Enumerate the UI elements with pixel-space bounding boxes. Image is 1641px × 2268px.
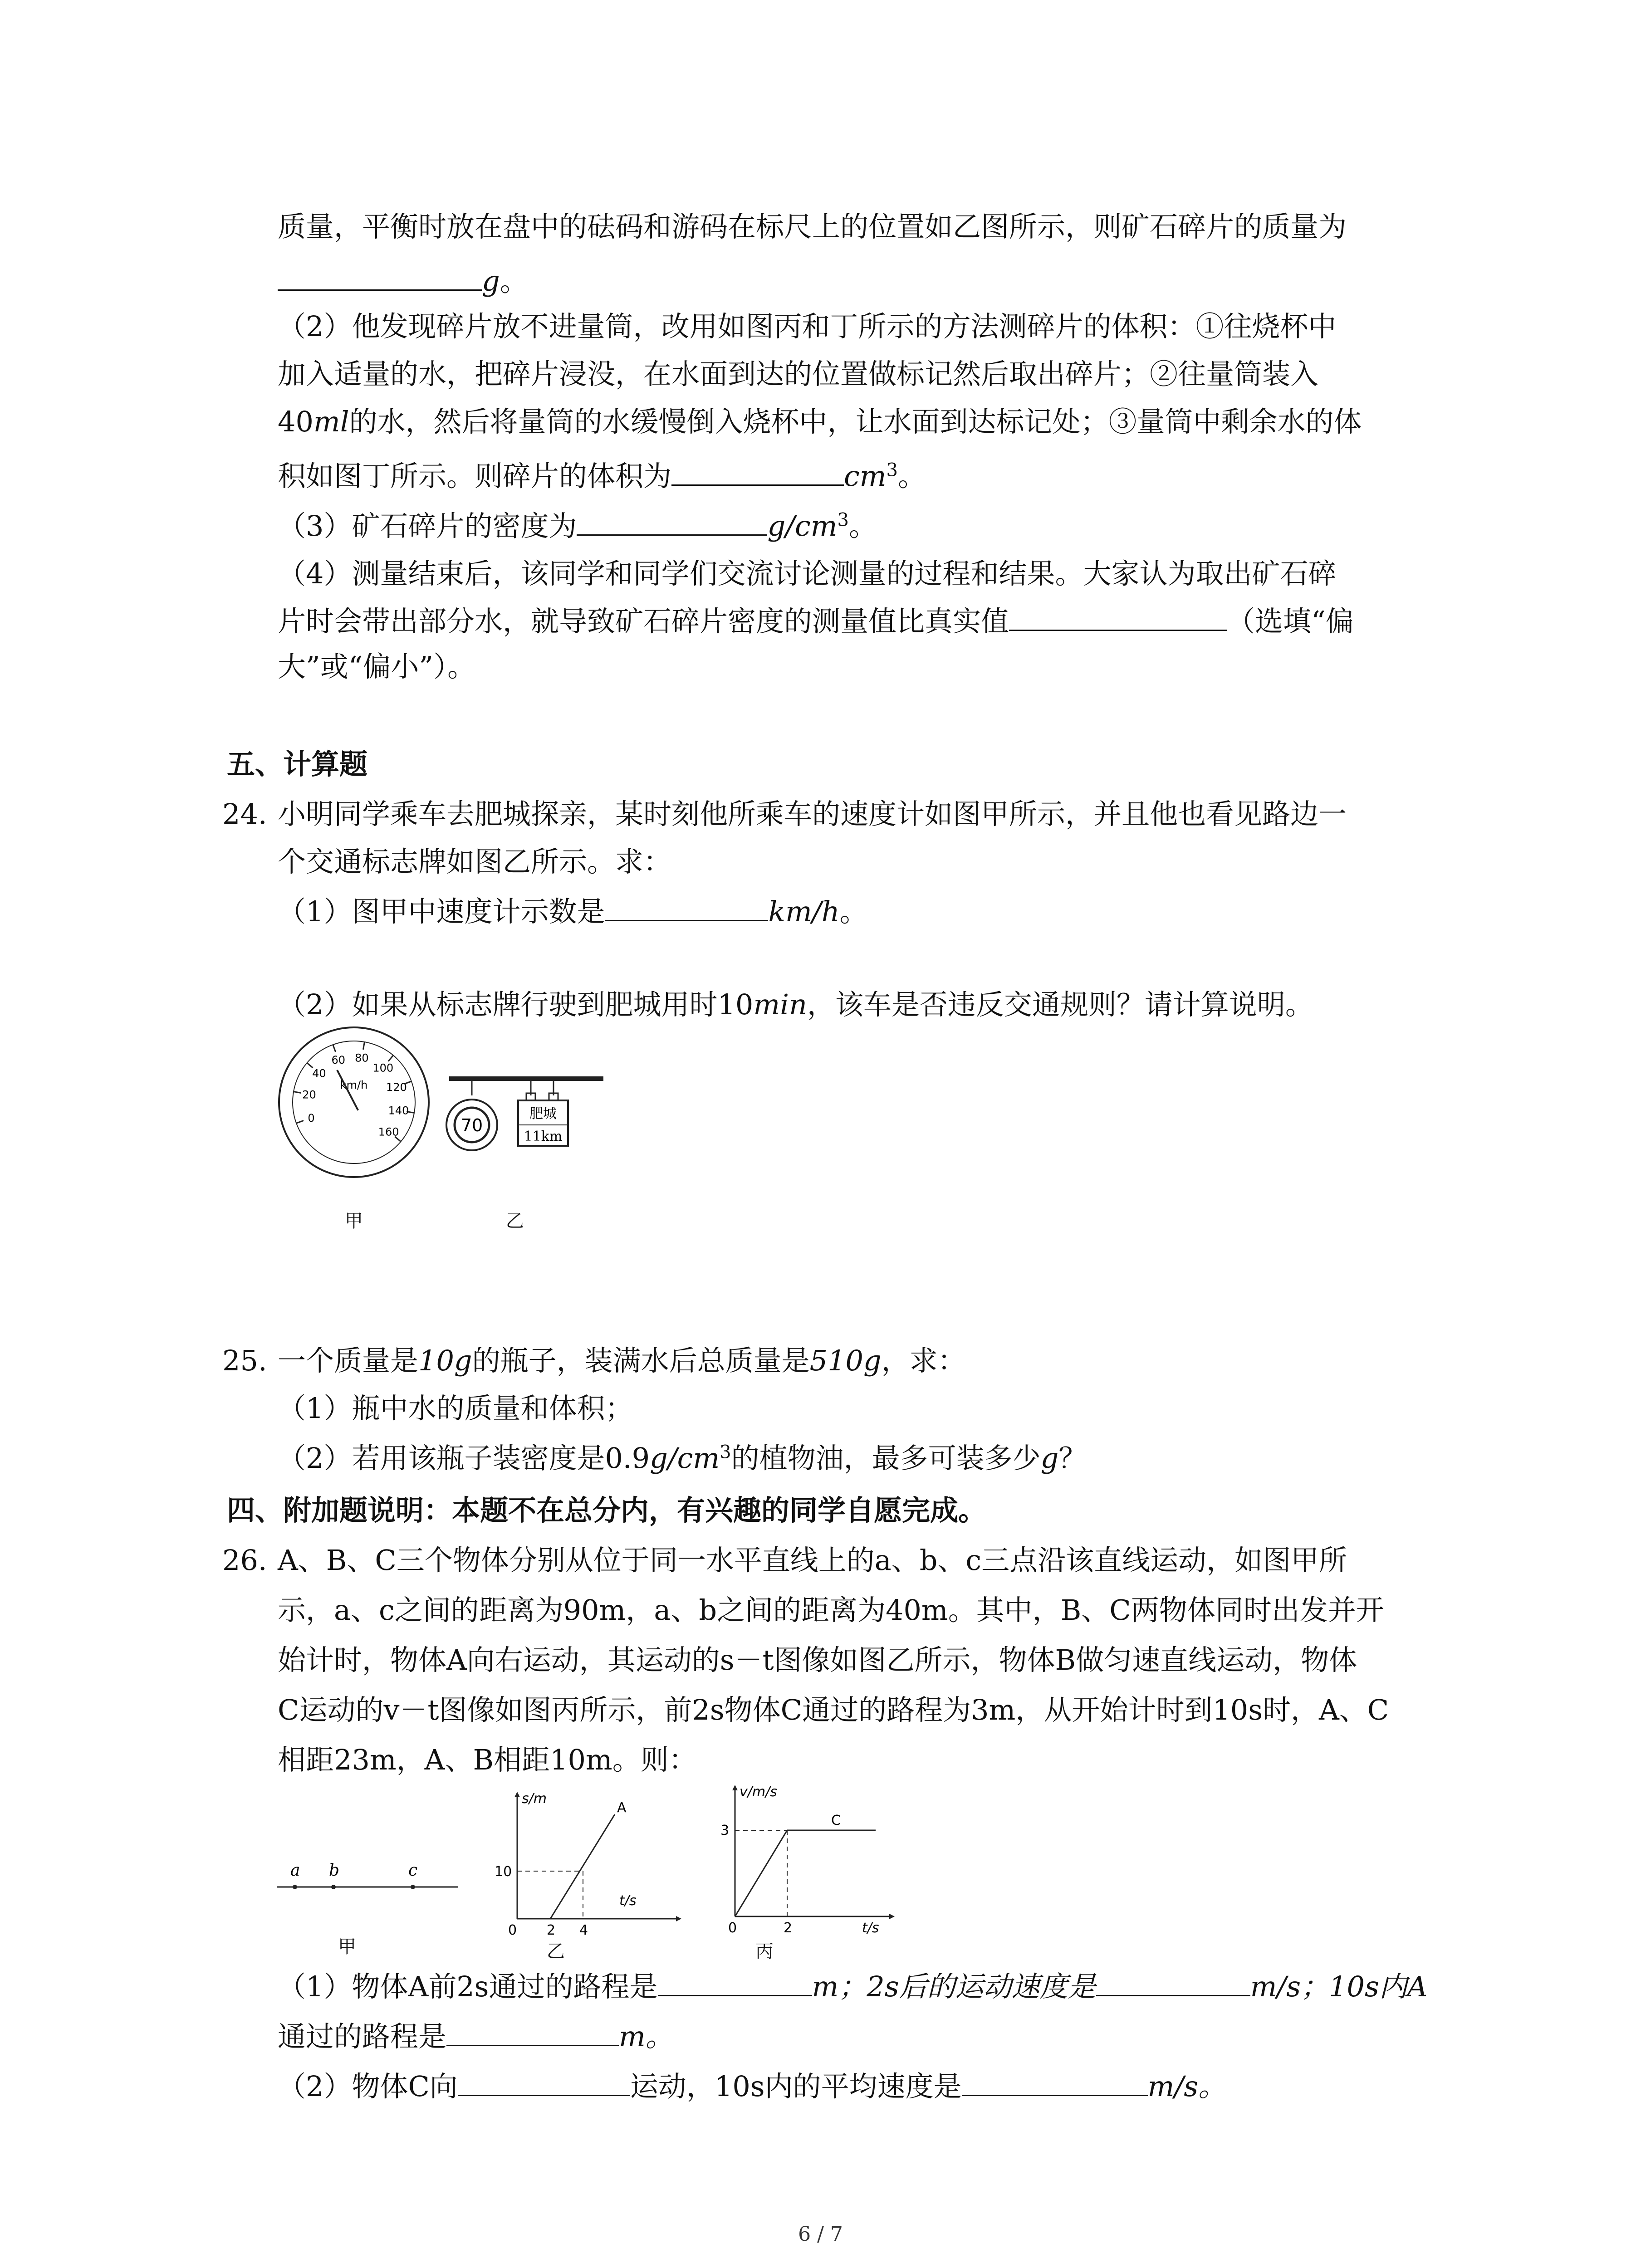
section-title-4: 四、附加题说明：本题不在总分内，有兴趣的同学自愿完成。	[227, 1494, 987, 1527]
answer-blank[interactable]	[446, 2019, 619, 2046]
speed-limit-value: 70	[460, 1115, 483, 1135]
x-tick-2: 2	[547, 1922, 556, 1937]
point-b	[331, 1885, 336, 1889]
speedometer	[279, 1027, 429, 1177]
series-A-line	[550, 1814, 615, 1919]
speedometer-tick-label: 160	[378, 1125, 399, 1139]
figure-label-jia: 甲	[345, 1211, 363, 1232]
speedometer-tick-label: 100	[372, 1061, 394, 1075]
q23-mass-answer: g。	[278, 263, 528, 299]
y-axis-label: v/m/s	[740, 1784, 777, 1800]
q23-line1: 质量，平衡时放在盘中的砝码和游码在标尺上的位置如乙图所示，则矿石碎片的质量为	[278, 210, 1347, 243]
q24-part1: （1）图甲中速度计示数是 km/h。	[278, 894, 868, 930]
q26-number: 26.	[222, 1544, 267, 1577]
q24-number: 24.	[222, 797, 267, 831]
x-axis-label: t/s	[619, 1893, 637, 1909]
label-c: c	[408, 1861, 418, 1880]
figure-label-yi: 乙	[506, 1211, 524, 1232]
x-tick-4: 4	[579, 1922, 588, 1937]
speedometer-unit: km/h	[340, 1079, 368, 1091]
q25-line1: 一个质量是10g的瓶子，装满水后总质量是510g，求：	[278, 1344, 966, 1377]
answer-blank[interactable]	[605, 894, 768, 921]
y-axis-label: s/m	[522, 1791, 547, 1807]
figure-label-yi: 乙	[547, 1941, 565, 1962]
point-c	[411, 1885, 415, 1889]
q26-line3: 始计时，物体A向右运动，其运动的s－t图像如图乙所示，物体B做匀速直线运动，物体	[278, 1643, 1357, 1677]
q26-part1-line2: 通过的路程是 m。	[278, 2019, 674, 2055]
answer-blank[interactable]	[458, 2068, 630, 2096]
q24-part2: （2）如果从标志牌行驶到肥城用时10min，该车是否违反交通规则？请计算说明。	[278, 988, 1313, 1021]
q25-part1: （1）瓶中水的质量和体积；	[278, 1392, 633, 1425]
x-axis-label: t/s	[862, 1920, 879, 1935]
speedometer-tick-label: 20	[302, 1088, 316, 1101]
q25-number: 25.	[222, 1344, 267, 1377]
page-number: 6 / 7	[798, 2223, 843, 2246]
speedometer-tick	[296, 1120, 304, 1123]
answer-blank[interactable]	[1009, 603, 1227, 631]
speedometer-tick-label: 60	[331, 1054, 346, 1067]
series-C-ramp	[735, 1830, 787, 1916]
distance-sign	[518, 1100, 568, 1146]
q26-part1-line1: （1）物体A前2s通过的路程是 m；2s后的运动速度是 m/s；10s内A	[278, 1969, 1428, 2005]
q26-line2: 示，a、c之间的距离为90m，a、b之间的距离为40m。其中，B、C两物体同时出发并开	[278, 1593, 1384, 1627]
speedometer-tick	[333, 1045, 336, 1052]
speedometer-tick-label: 120	[386, 1080, 407, 1094]
q24-line1: 小明同学乘车去肥城探亲，某时刻他所乘车的速度计如图甲所示，并且他也看见路边一	[278, 797, 1347, 831]
section-title-5: 五、计算题	[227, 748, 368, 781]
q26-line-diagram	[277, 1851, 467, 1905]
answer-blank[interactable]	[577, 508, 767, 536]
q26-line5: 相距23m，A、B相距10m。则：	[278, 1743, 697, 1776]
series-A-label: A	[617, 1800, 627, 1816]
speedometer-tick-label: 80	[355, 1051, 369, 1065]
q23-part3: （3）矿石碎片的密度为 $g/cm^3$。	[278, 508, 877, 544]
figure-label-jia: 甲	[338, 1936, 356, 1957]
q23-part2-line2: 加入适量的水，把碎片浸没，在水面到达的位置做标记然后取出碎片；②往量筒装入	[278, 357, 1319, 391]
q23-part2-line4: 积如图丁所示。则碎片的体积为 $cm^3$。	[278, 458, 926, 494]
q23-part2-line3: 40ml的水，然后将量筒的水缓慢倒入烧杯中，让水面到达标记处；③量筒中剩余水的体	[278, 405, 1362, 438]
figure-label-bing: 丙	[755, 1941, 774, 1962]
q23-part4-line1: （4）测量结束后，该同学和同学们交流讨论测量的过程和结果。大家认为取出矿石碎	[278, 557, 1337, 590]
label-a: a	[290, 1861, 300, 1880]
answer-blank[interactable]	[658, 1969, 812, 1996]
st-graph	[485, 1787, 685, 1937]
speedometer-tick-label: 0	[308, 1112, 315, 1125]
x-tick-0: 0	[728, 1920, 737, 1935]
q26-line1: A、B、C三个物体分别从位于同一水平直线上的a、b、c三点沿该直线运动，如图甲所	[278, 1544, 1347, 1577]
q23-part4-line3: 大”或“偏小”）。	[278, 650, 476, 683]
speedometer-tick-label: 140	[388, 1104, 409, 1117]
q24-traffic-sign-figure	[445, 1075, 608, 1184]
point-a	[293, 1885, 297, 1889]
distance-sign-distance: 11km	[524, 1129, 563, 1144]
q26-line4: C运动的v－t图像如图丙所示，前2s物体C通过的路程为3m，从开始计时到10s时，A、C	[278, 1693, 1389, 1726]
answer-blank[interactable]	[962, 2068, 1148, 2096]
speed-limit-sign	[446, 1100, 497, 1150]
y-tick-10: 10	[495, 1864, 512, 1880]
distance-sign-city: 肥城	[529, 1106, 557, 1122]
q23-part4-line2: 片时会带出部分水，就导致矿石碎片密度的测量值比真实值 （选填“偏	[278, 603, 1354, 640]
answer-blank[interactable]	[671, 458, 844, 486]
series-C-label: C	[831, 1813, 841, 1828]
label-b: b	[329, 1861, 340, 1880]
speedometer-tick-label: 40	[312, 1067, 326, 1080]
q25-part2: （2）若用该瓶子装密度是$0.9g/cm^3$的植物油，最多可装多少g？	[278, 1442, 1087, 1475]
answer-blank[interactable]	[1096, 1969, 1250, 1996]
speedometer-tick	[294, 1092, 301, 1093]
x-tick-0: 0	[508, 1922, 517, 1937]
q24-line2: 个交通标志牌如图乙所示。求：	[278, 845, 672, 878]
vt-graph	[712, 1780, 903, 1935]
answer-blank[interactable]	[278, 263, 482, 291]
y-tick-3: 3	[720, 1823, 730, 1838]
q23-part2-line1: （2）他发现碎片放不进量筒，改用如图丙和丁所示的方法测碎片的体积：①往烧杯中	[278, 310, 1337, 343]
speedometer-tick	[388, 1056, 393, 1061]
x-tick-2: 2	[784, 1920, 793, 1935]
speedometer-tick	[363, 1042, 364, 1050]
q26-part2: （2）物体C向 运动，10s内的平均速度是 m/s。	[278, 2068, 1226, 2105]
